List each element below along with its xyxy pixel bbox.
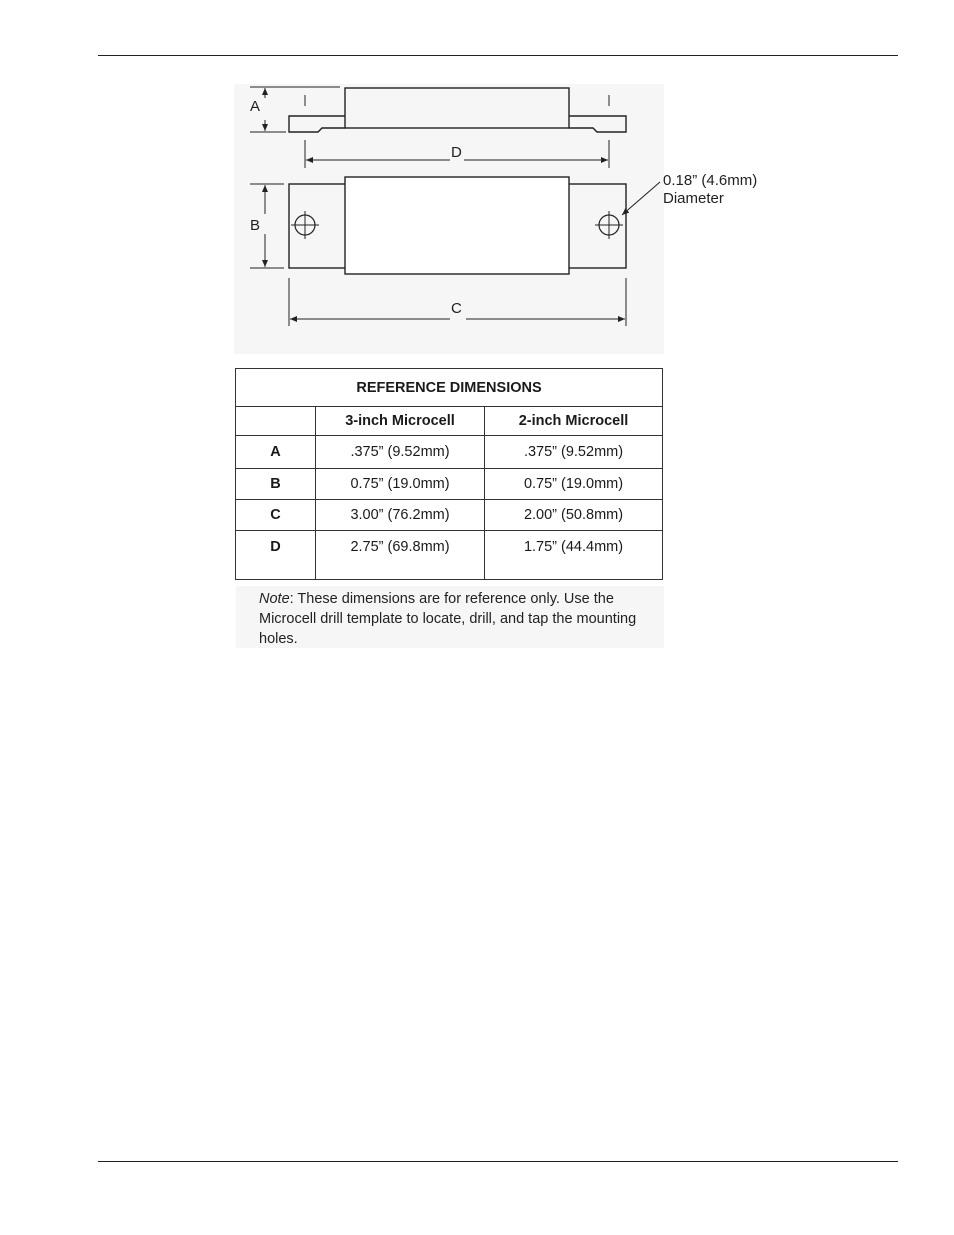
cell-3-inch: 3.00” (76.2mm) <box>316 500 485 531</box>
diameter-callout-line1: 0.18” (4.6mm) <box>663 172 758 189</box>
row-label: D <box>236 531 316 580</box>
note-text: : These dimensions are for reference only. Use the Microcell drill template to locate, drill, and tap the mounting holes. <box>259 591 637 647</box>
cell-3-inch: .375” (9.52mm) <box>316 436 485 469</box>
cell-2-inch: 0.75” (19.0mm) <box>485 469 663 500</box>
side-view-right-flange <box>569 116 626 132</box>
top-view-body <box>345 177 569 274</box>
row-label: C <box>236 500 316 531</box>
side-view-left-flange <box>289 116 345 132</box>
dimension-a <box>250 87 340 132</box>
table-row <box>236 469 663 500</box>
dimension-a-label: A <box>250 98 261 115</box>
table-row <box>236 500 663 531</box>
side-view-body <box>345 88 569 128</box>
table-header-row <box>236 407 663 436</box>
cell-2-inch: 1.75” (44.4mm) <box>485 531 663 580</box>
left-mounting-hole <box>291 211 319 239</box>
diameter-callout-leader <box>622 182 660 215</box>
column-header-blank <box>236 407 316 436</box>
cell-3-inch: 0.75” (19.0mm) <box>316 469 485 500</box>
right-mounting-hole <box>595 211 623 239</box>
column-header-2-inch: 2-inch Microcell <box>485 407 663 436</box>
table-row <box>236 531 663 580</box>
table-title: REFERENCE DIMENSIONS <box>236 369 663 407</box>
row-label: B <box>236 469 316 500</box>
side-view <box>289 88 626 132</box>
dimension-c-label: C <box>451 300 462 317</box>
table-row <box>236 436 663 469</box>
reference-note <box>259 589 659 649</box>
cell-3-inch: 2.75” (69.8mm) <box>316 531 485 580</box>
cell-2-inch: .375” (9.52mm) <box>485 436 663 469</box>
cell-2-inch: 2.00” (50.8mm) <box>485 500 663 531</box>
note-label: Note <box>259 591 290 607</box>
dimension-b-label: B <box>250 217 261 234</box>
row-label: A <box>236 436 316 469</box>
reference-dimensions-table <box>235 368 663 580</box>
top-view <box>289 177 626 274</box>
footer-rule <box>98 1161 898 1162</box>
table-title-row <box>236 369 663 407</box>
dimension-d-label: D <box>451 144 462 161</box>
diameter-callout-line2: Diameter <box>663 190 724 207</box>
column-header-3-inch: 3-inch Microcell <box>316 407 485 436</box>
